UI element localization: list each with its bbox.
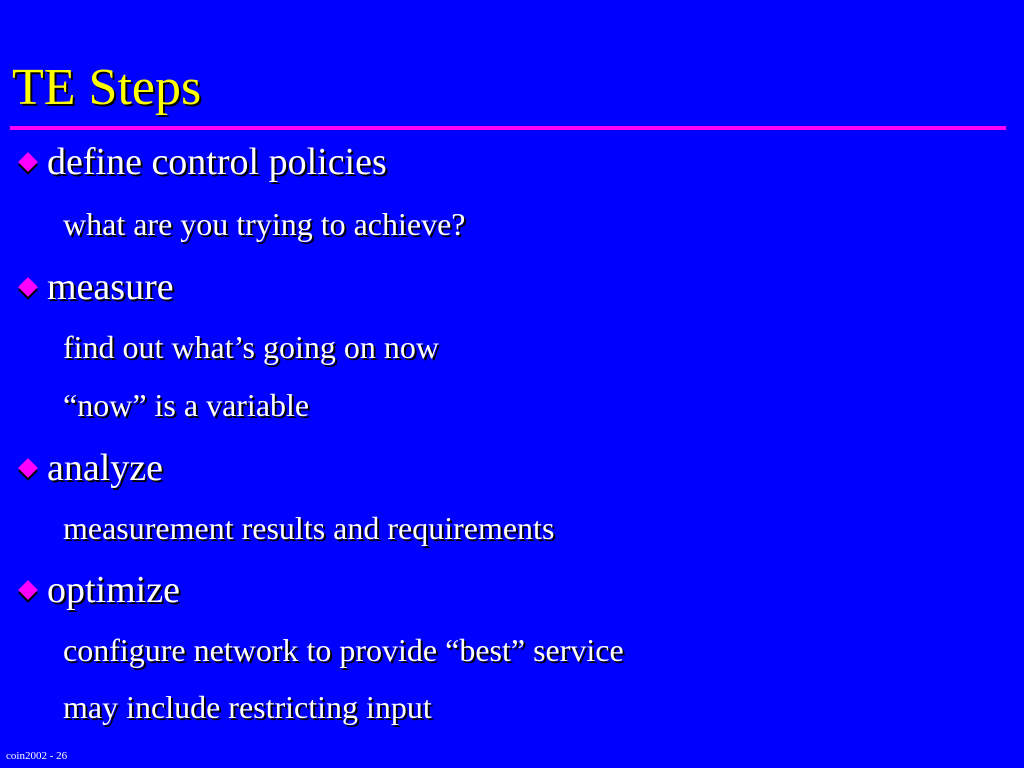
bullet-item bbox=[14, 140, 387, 184]
bullet-item bbox=[14, 446, 163, 490]
bullet-text: define control policies bbox=[47, 141, 387, 183]
slide-title: TE Steps bbox=[12, 59, 202, 116]
bullet-text: measure bbox=[47, 266, 174, 308]
diamond-bullet-icon bbox=[18, 152, 38, 172]
sub-item: find out what’s going on now bbox=[63, 329, 439, 365]
slide-footer: coin2002 - 26 bbox=[6, 750, 68, 762]
sub-item: measurement results and requirements bbox=[63, 510, 555, 546]
bullet-text: analyze bbox=[47, 447, 164, 489]
sub-item: “now” is a variable bbox=[63, 387, 310, 423]
sub-item: may include restricting input bbox=[63, 689, 432, 725]
diamond-bullet-icon bbox=[18, 277, 38, 297]
sub-item: what are you trying to achieve? bbox=[63, 206, 466, 242]
sub-item: configure network to provide “best” service bbox=[63, 632, 624, 668]
title-divider bbox=[10, 126, 1006, 130]
bullet-text: optimize bbox=[47, 569, 180, 611]
diamond-bullet-icon bbox=[18, 580, 38, 600]
bullet-item bbox=[14, 568, 180, 612]
bullet-item bbox=[14, 265, 174, 309]
diamond-bullet-icon bbox=[18, 458, 38, 478]
